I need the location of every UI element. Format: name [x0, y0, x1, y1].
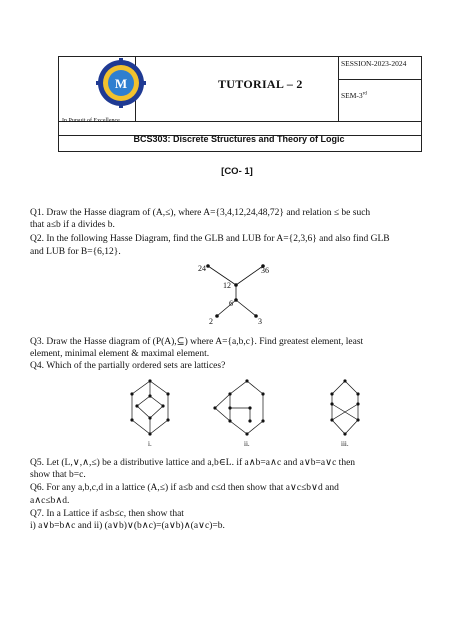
course-outcome-label: [CO- 1]	[221, 166, 253, 177]
node-36-label: 36	[261, 266, 269, 275]
svg-text:M: M	[114, 76, 128, 91]
q1-line-1: Q1. Draw the Hasse diagram of (A,≤), where A={3,4,12,24,48,72} and relation ≤ be such	[30, 208, 371, 218]
q6-line-2: a∧c≤b∧d.	[30, 496, 70, 506]
q7-line-1: Q7. In a Lattice if a≤b≤c, then show that	[30, 509, 184, 519]
q3-line-1: Q3. Draw the Hasse diagram of (P(A),⊆) where A={a,b,c}. Find greatest element, least	[30, 337, 364, 347]
hasse-diagram	[190, 258, 290, 326]
page-title: TUTORIAL – 2	[218, 77, 303, 91]
node-12-label: 12	[223, 281, 231, 290]
lattice-figures	[120, 376, 370, 450]
motto-text: In Pursuit of Excellence	[62, 118, 120, 124]
lattice-i-label: i.	[148, 440, 152, 448]
q6-line-1: Q6. For any a,b,c,d in a lattice (A,≤) if a≤b and c≤d then show that a∨c≤b∨d and	[30, 483, 339, 493]
q5-line-1: Q5. Let (L,∨,∧,≤) be a distributive lattice and a,b∈L. if a∧b=a∧c and a∨b=a∨c then	[30, 458, 356, 468]
q3-line-2: element, minimal element & maximal element.	[30, 349, 210, 359]
lattice-ii-label: ii.	[244, 440, 250, 448]
node-6-label: 6	[229, 299, 233, 308]
node-3-label: 3	[258, 317, 262, 326]
semester-label: SEM-3rd	[341, 91, 367, 100]
college-logo-icon	[96, 58, 146, 108]
node-24-label: 24	[198, 264, 206, 273]
q4-text: Q4. Which of the partially ordered sets are lattices?	[30, 361, 226, 371]
q2-line-1: Q2. In the following Hasse Diagram, find the GLB and LUB for A={2,3,6} and also find GLB	[30, 234, 390, 244]
q7-line-2: i) a∨b=b∧c and ii) (a∨b)∨(b∧c)=(a∨b)∧(a∨c)=b.	[30, 521, 225, 531]
session-label: SESSION-2023-2024	[341, 59, 407, 68]
q5-line-2: show that b=c.	[30, 470, 86, 480]
q1-line-2: that a≤b if a divides b.	[30, 220, 115, 230]
q2-line-2: and LUB for B={6,12}.	[30, 247, 121, 257]
lattice-iii-label: iii.	[341, 440, 349, 448]
course-title: BCS303: Discrete Structures and Theory of Logic	[133, 134, 345, 144]
node-2-label: 2	[209, 317, 213, 326]
